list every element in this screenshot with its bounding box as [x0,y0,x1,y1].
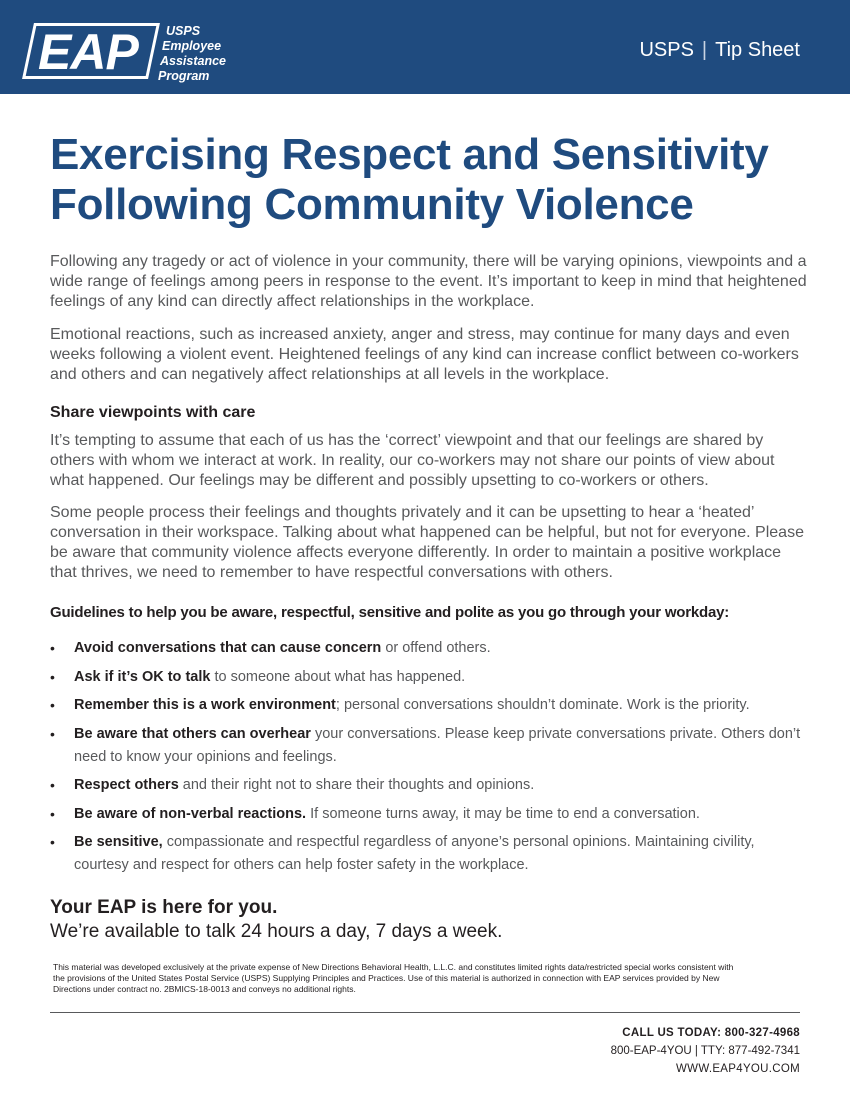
bullet-icon: • [50,725,55,742]
bullet-icon: • [50,805,55,822]
list-item-text: to someone about what has happened. [210,668,466,685]
eap-logo-subtitle [158,24,226,84]
list-item-text: If someone turns away, it may be time to end a conversation. [306,805,700,822]
list-item-bold: Remember this is a work environment [74,697,336,713]
list-item-text: ; personal conversations shouldn’t dominate. Work is the priority. [335,697,750,713]
logo-sub-line: Employee [162,39,222,53]
bullet-icon: • [50,777,55,793]
section-paragraph: It’s tempting to assume that each of us has the ‘correct’ viewpoint and that our feelings are shared by others with whom we interact at work. In reality, our co-workers may not share our points of view about what happened. Our feelings may be different and possibly upsetting to co-workers or others. [50,432,775,489]
logo-sub-line: Program [158,69,210,83]
header-doc-label [639,38,800,62]
intro-paragraph: Following any tragedy or act of violence in your community, there will be varying opinions, viewpoints and a wide range of feelings among peers in response to the event. It’s important to keep in mind that heightened feelings of any kind can directly affect relationships in the workplace. [50,253,807,310]
list-item [50,774,810,797]
title-line: Exercising Respect and Sensitivity [50,130,769,179]
footer-contact [611,1024,800,1078]
header-banner [0,0,850,94]
section-heading: Share viewpoints with care [50,404,256,421]
guidelines-heading: Guidelines to help you be aware, respectful, sensitive and polite as you go through your workday: [50,604,730,621]
list-item-bold: Be sensitive, [74,834,163,850]
list-item [50,803,810,826]
footer-website-link[interactable]: WWW.EAP4YOU.COM [676,1063,800,1075]
list-item [50,637,810,660]
closing-line: We’re available to talk 24 hours a day, 7 days a week. [50,921,503,942]
list-item [50,723,810,769]
closing-heading: Your EAP is here for you. [50,897,278,918]
footer-divider [50,1012,800,1013]
title-line: Following Community Violence [50,180,694,229]
guidelines-list [50,637,810,883]
section-paragraph: Some people process their feelings and thoughts privately and it can be upsetting to hear a ‘heated’ conversation in their workspace. Talking about what happened can be helpful, but not for everyone. Please be aware that community violence affects everyone differently. In order to maintain a positive workplace that thrives, we need to remember to have respectful conversations with others. [50,504,804,581]
legal-disclaimer: This material was developed exclusively at the private expense of New Directions Behavioral Health, L.L.C. and constitutes limited rights data/restricted special works consistent with the provisions of the United States Postal Service (USPS) Supplying Principles and Practices. Use of this material is authorized in connection with EAP services provided by New Directions under contract no. 2BMICS-18-0013 and conveys no additional rights. [53,962,734,994]
bullet-icon: • [50,834,55,850]
list-item-bold: Respect others [74,777,179,793]
list-item-bold: Ask if it’s OK to talk [74,668,211,685]
list-item-bold: Avoid conversations that can cause concern [74,640,382,656]
list-item-bold: Be aware that others can overhear [74,725,311,742]
header-org: USPS [639,39,694,61]
bullet-icon: • [50,640,55,656]
list-item [50,831,810,877]
list-item-text: or offend others. [381,640,491,656]
header-divider: | [701,39,708,61]
footer-alt-phone: 800-EAP-4YOU | TTY: 877-492-7341 [610,1045,800,1057]
eap-logo-text: EAP [38,24,138,80]
list-item-text: compassionate and respectful regardless of anyone’s personal opinions. Maintaining civility, courtesy and respect for others can help foster safety in the workplace. [74,834,755,873]
bullet-icon: • [50,697,55,713]
list-item-text: and their right not to share their thoughts and opinions. [178,777,535,793]
header-doc-type: Tip Sheet [715,39,800,61]
bullet-icon: • [50,668,55,685]
list-item [50,666,810,689]
footer-call-line: CALL US TODAY: 800-327-4968 [622,1027,800,1039]
list-item-bold: Be aware of non-verbal reactions. [74,805,307,822]
logo-sub-line: USPS [166,24,201,38]
intro-paragraph: Emotional reactions, such as increased anxiety, anger and stress, may continue for many days and even weeks following a violent event. Heightened feelings of any kind can increase conflict between co-workers and others and can negatively affect relationships at all levels in the workplace. [50,326,799,383]
list-item-text: your conversations. Please keep private conversations private. Others don’t need to know your opinions and feelings. [74,725,801,765]
list-item [50,694,810,717]
page-title [50,130,830,230]
logo-sub-line: Assistance [160,54,227,68]
